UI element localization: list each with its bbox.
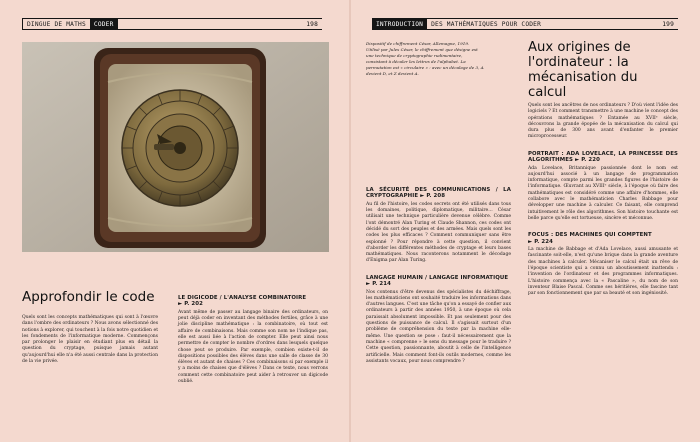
page-reference: ► P. 208 (420, 193, 446, 200)
page-reference: ► P. 214 (366, 281, 391, 288)
running-header (22, 18, 322, 30)
subsection-title (178, 295, 328, 308)
header-rule (545, 18, 658, 30)
subsection-title (366, 187, 511, 200)
running-header (372, 18, 678, 30)
page-title: Aux origines de l'ordinateur : la mécanisation du calcul (528, 40, 638, 100)
right-page (350, 0, 700, 442)
right-column (528, 103, 678, 297)
subsection-title (366, 275, 511, 288)
header-tag: CODER (90, 18, 118, 30)
subsection-text: Au fil de l'histoire, les codes secrets ont été utilisés dans tous les domaines, politique, diplomatique, militaire… César utilisait une technique particulière devenue célèbre. Comme l'ont démontré Alan Turing et Claude Shannon, ces codes ont décidé du sort des peuples et des armées. Mais quels sont les codes les plus efficaces ? Comment communiquer sans être espionné ? Pour répondre à cette question, il convient d'aborder les différentes méthodes de cryptage et leurs bases mathématiques. Nous raconterons notamment le décodage d'Enigma par Alan Turing. (366, 201, 511, 264)
header-label: INTRODUCTION (372, 18, 427, 30)
subsection-text: Ada Lovelace, Britannique passionnée dont le nom est aujourd'hui associé à un langage de programmation informatique, compte parmi les grandes figures de l'histoire de l'informatique. Œuvrant au XVIIIᵉ siècle, à l'époque où faire des mathématiques est considéré comme une affaire d'hommes, elle collabore avec le mathématicien Charles Babbage pour développer une machine à calculer. Ce faisant, elle comprend intuitivement le rôle des algorithmes. Son histoire touchante est belle parce qu'elle est tortueuse, sincère et méconnue. (528, 165, 678, 221)
left-column (366, 187, 511, 365)
intro-paragraph: Quels sont les concepts mathématiques qui sont à l'œuvre dans l'ombre des ordinateurs ? Nous avons sélectionné des notions à explorer, qui touchent à la fois notre quotidien et les fondements de l'informatique moderne. Commençons par prolonger le plaisir en étudiant plus en détail la question du cryptage, puisque jamais autant qu'aujourd'hui elle n'a été aussi centrale dans la protection de la vie privée. (22, 315, 158, 365)
page-reference: ► P. 224 (528, 238, 553, 245)
page-reference: ► P. 220 (574, 157, 600, 164)
header-label: DINGUE DE MATHS (22, 18, 90, 30)
page-reference: ► P. 202 (178, 301, 203, 308)
cipher-device-illustration (22, 42, 329, 252)
page-number: 199 (658, 18, 678, 30)
header-rule (118, 18, 303, 30)
caption-text: Dispositif de chiffrement César, Allemagne, 1919. Utilisé par Jules César, le chiffrement que désigne est une technique de cryptographie rudimentaire, consistant à décaler les lettres de l'alphabet. La permutation est « circulaire » : avec un décalage de 3, A devient D, et Z devient A. (366, 41, 484, 77)
subsection-text: Avant même de passer au langage binaire des ordinateurs, on peut déjà coder en inventant des méthodes fertiles, grâce à une jolie discipline mathématique : la combinatoire, où tout est affaire de combinaisons. Mais comme son nom ne l'indique pas, elle est aussi liée à l'action de compter. Elle peut ainsi nous permettre de compter le nombre d'ordres dans lesquels quelque chose peut se produire. Par exemple, combien existe-t-il de dispositions possibles des élèves dans une salle de classe de 30 élèves et autant de chaises ? Ces combinaisons si par exemple il y a moins de chaises que d'élèves ? Dans ce texte, nous verrons comment cette combinatoire peut aider à retrouver un digicode oublié. (178, 309, 328, 385)
subsection-text: La machine de Babbage et d'Ada Lovelace, aussi amusante et fascinante soit-elle, n'est qu'une brique dans la grande aventure des machines à calculer. Mécaniser le calcul était un rêve de l'époque scientiste qui a connu un aboutissement inattendu : l'invention de l'ordinateur et des programmes informatiques. L'histoire commença avec la « Pascaline », du nom de son inventeur Blaise Pascal. Comme ses héritières, elle fascine tant par son fonctionnement que par sa beauté et son ingéniosité. (528, 247, 678, 297)
subsection-title-text: PORTRAIT : ADA LOVELACE, LA PRINCESSE DES ALGORITHMES (528, 150, 678, 164)
caesar-cipher-device-photo (22, 42, 329, 252)
photo-caption (366, 41, 484, 78)
subsection-title-text: LANGAGE HUMAIN / LANGAGE INFORMATIQUE (366, 274, 509, 281)
subsection-title-text: FOCUS : DES MACHINES QUI COMPTENT (528, 232, 652, 239)
section-title: Approfondir le code (22, 289, 155, 305)
subsection-text: Nos contenus d'être devenus des spécialistes du déchiffrage, les mathématiciens ont souhaité traduire les informations dans d'autres langues. C'est une tâche qu'on a essayé de confier aux ordinateurs à partir des années 1950, à une époque où cela paraissait absolument impossible. Et pas seulement pour des questions de puissance de calcul. Il s'agissait surtout d'un problème de compréhension du texte par la machine elle-même. Une question se pose : faut-il nécessairement que la machine « comprenne » le sens du message pour le traduire ? Cette question, passionnante, aboutit à celle de l'intelligence artificielle. Mais comment font-ils outils modernes, comme les assistants vocaux, pour nous comprendre ? (366, 289, 511, 364)
intro-column (22, 315, 158, 365)
subsection-title (528, 232, 678, 245)
page-number: 198 (302, 18, 322, 30)
subsection-title-text: LE DIGICODE / L'ANALYSE COMBINATOIRE (178, 295, 307, 301)
header-subtitle: DES MATHÉMATIQUES POUR CODER (427, 18, 545, 30)
digicode-column (178, 295, 328, 385)
intro-paragraph: Quels sont les ancêtres de nos ordinateurs ? D'où vient l'idée des logiciels ? Et comment transmettre à une machine le concept des opérations mathématiques ? Entamée au XVIIᵉ siècle, découvrons la grande épopée de la mécanisation du calcul qui dura plus de 300 ans avant d'enfanter le premier microprocesseur. (528, 103, 678, 140)
subsection-title (528, 151, 678, 164)
subsection-title-text: LA SÉCURITÉ DES COMMUNICATIONS / LA CRYPTOGRAPHIE (366, 187, 511, 200)
